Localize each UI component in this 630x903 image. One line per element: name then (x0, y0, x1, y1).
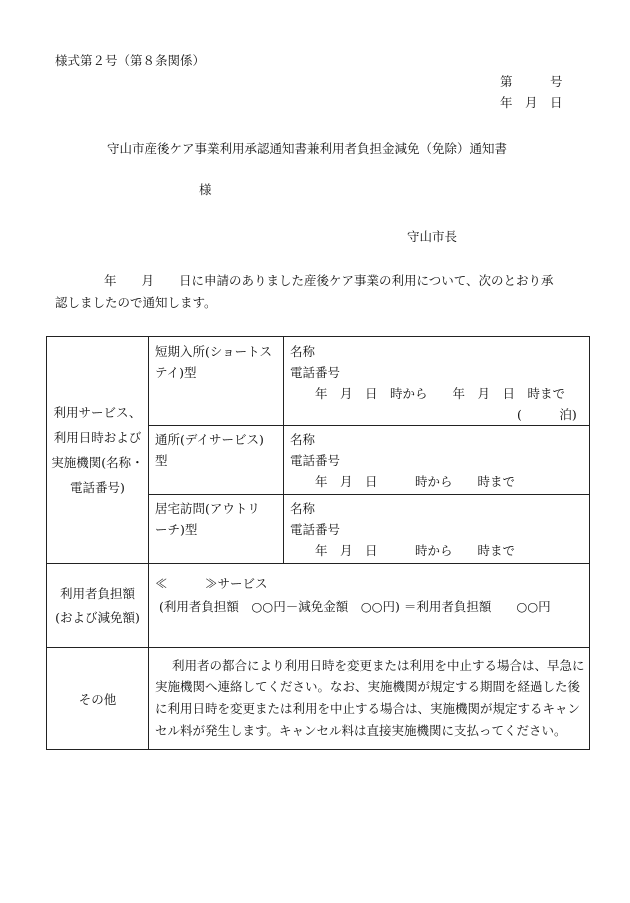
notice-table (46, 336, 590, 750)
document-title: 守山市産後ケア事業利用承認通知書兼利用者負担金減免（免除）通知書 (107, 141, 508, 156)
other-row (47, 648, 590, 750)
body-text-line-2: 認しましたので通知します。 (55, 295, 217, 310)
service-type-line: 型 (155, 453, 168, 468)
section1-label-line: 利用日時および (53, 430, 142, 445)
user-burden-row (47, 564, 590, 648)
section2-label-cell (47, 564, 149, 648)
service-type-cell (149, 337, 284, 426)
section1-label-line: 電話番号) (70, 480, 125, 495)
burden-calculation: (利用者負担額 ○○円－減免金額 ○○円) ＝利用者負担額 ○○円 (159, 599, 551, 614)
facility-name-label: 名称 (290, 501, 316, 516)
other-content-cell (149, 648, 590, 750)
facility-name-label: 名称 (290, 432, 316, 447)
service-type-line: 短期入所(ショートス (155, 344, 273, 359)
section2-label-line: (および減免額) (55, 609, 140, 625)
service-detail-cell (284, 426, 590, 495)
service-datetime: 年 月 日 時から 時まで (315, 474, 516, 489)
document-number: 第 号 (500, 74, 563, 89)
service-type-line: 通所(デイサービス) (155, 432, 264, 447)
facility-name-label: 名称 (290, 344, 316, 359)
section2-label-line: 利用者負担額 (59, 585, 135, 601)
service-detail-cell (284, 337, 590, 426)
phone-number-label: 電話番号 (290, 365, 341, 380)
notice-text-line: 利用者の都合により利用日時を変更または利用を中止する場合は、早急に (172, 658, 585, 673)
service-type-line: テイ)型 (155, 365, 197, 380)
section1-label-cell (47, 337, 149, 564)
form-label: 様式第２号（第８条関係） (55, 53, 206, 68)
notice-text-line: セル料が発生します。キャンセル料は直接実施機関に支払ってください。 (155, 723, 567, 738)
document-date: 年 月 日 (500, 95, 563, 110)
service-row-short-stay (47, 337, 590, 426)
body-text-line-1: 年 月 日に申請のありました産後ケア事業の利用について、次のとおり承 (104, 273, 554, 288)
service-datetime: 年 月 日 時から 年 月 日 時まで (315, 386, 566, 401)
addressee-honorific: 様 (199, 182, 212, 197)
service-datetime: 年 月 日 時から 時まで (315, 543, 516, 558)
notice-text-line: 実施機関へ連絡してください。なお、実施機関が規定する期間を経過した後 (155, 679, 581, 694)
service-type-cell (149, 426, 284, 495)
service-detail-cell (284, 495, 590, 564)
service-type-line: 居宅訪問(アウトリ (155, 501, 260, 516)
issuer: 守山市長 (407, 229, 458, 244)
section3-label-cell (47, 648, 149, 750)
section3-label: その他 (78, 691, 117, 707)
service-type-line: ーチ)型 (155, 522, 198, 537)
section1-label-line: 利用サービス、 (53, 405, 142, 420)
stay-nights: ( 泊) (517, 407, 577, 422)
section1-label-line: 実施機関(名称・ (51, 455, 144, 470)
service-name-brackets: ≪ ≫サービス (155, 576, 268, 591)
service-type-cell (149, 495, 284, 564)
phone-number-label: 電話番号 (290, 522, 341, 537)
phone-number-label: 電話番号 (290, 453, 341, 468)
user-burden-content-cell (149, 564, 590, 648)
notice-text-line: に利用日時を変更または利用を中止する場合は、実施機関が規定するキャン (155, 701, 581, 716)
